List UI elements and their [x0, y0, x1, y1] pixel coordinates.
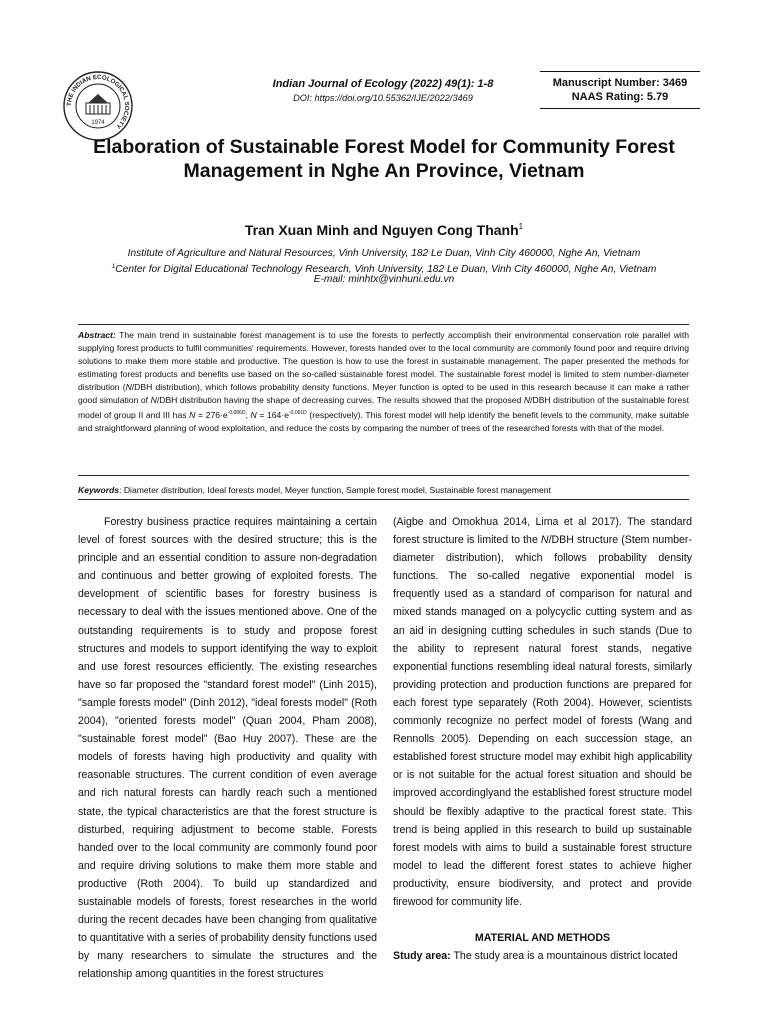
abstract-text: = 164·e	[256, 410, 289, 420]
body-right-column	[393, 513, 692, 965]
doi-link[interactable]: DOI: https://doi.org/10.55362/IJE/2022/3469	[293, 93, 473, 103]
abstract-exponent: -0.086D	[227, 410, 246, 416]
abstract-var: N	[250, 410, 257, 420]
abstract-var: N	[150, 395, 157, 405]
body-left-column	[78, 513, 377, 983]
journal-logo	[62, 70, 134, 142]
abstract-text: The main trend in sustainable forest management is to use the forests to perfectly accomplish their environmental conservation role parallel with supplying forest products to fulfil communities' requirements. However, forests handed over to the local community are commonly found poor and require driving solutions to make them more stable and productive. The question is how to use the forest in sustainable management. The paper presented the methods for estimating forest products and benefits use based on the so-called sustainable forest model. The sustainable forest model is limited to stem number-diameter distribution (	[78, 330, 689, 392]
abstract-bottom-rule	[78, 475, 689, 476]
author-superscript: 1	[518, 222, 524, 231]
body-text: (Aigbe and Omokhua 2014, Lima et al 2017). The standard forest structure is limited to the	[393, 516, 692, 547]
logo-ring-text: THE INDIAN ECOLOGICAL SOCIETY	[65, 73, 131, 130]
society-seal-icon	[62, 70, 134, 142]
abstract-text: /DBH distribution), which follows probability density functions. Meyer function is opted to be used in this research because it can make a rather good simulation of	[78, 382, 689, 405]
abstract-var: N	[523, 395, 531, 405]
keywords-bottom-rule	[78, 499, 689, 500]
manuscript-number: Manuscript Number: 3469	[552, 77, 688, 89]
body-var: N	[540, 534, 549, 547]
authors-text: Tran Xuan Minh and Nguyen Cong Thanh	[244, 222, 519, 238]
abstract-text: /DBH distribution having the shape of decreasing curves. The results showed that the proposed	[156, 395, 524, 405]
affiliation-1: Institute of Agriculture and Natural Resources, Vinh University, 182 Le Duan, Vinh City 460000, Nghe An, Vietnam	[127, 248, 641, 259]
section-heading-methods: MATERIAL AND METHODS	[474, 932, 611, 945]
intro-paragraph-continued	[393, 513, 692, 911]
author-list	[64, 222, 704, 238]
keywords	[78, 484, 689, 496]
study-area-text: The study area is a mountainous district located	[450, 950, 678, 963]
manuscript-info-box	[540, 71, 700, 109]
keywords-label: Keywords	[78, 485, 120, 495]
logo-year: 1974	[91, 120, 105, 126]
study-area-label: Study area:	[393, 950, 451, 963]
abstract-text: = 276·e	[195, 410, 228, 420]
affiliation-2-text: Center for Digital Educational Technology Research, Vinh University, 182 Le Duan, Vinh City 460000, Nghe An, Vietnam	[115, 264, 657, 275]
affiliation-2-sup: 1	[111, 263, 116, 270]
abstract-text: ;	[245, 410, 251, 420]
title-line-1: Elaboration of Sustainable Forest Model for Community Forest	[93, 136, 675, 158]
naas-rating: NAAS Rating: 5.79	[571, 91, 669, 103]
abstract-text: (respectively). This forest model will help identify the benefit levels to the community, make suitable and straightforward planning of wood exploitation, and reduce the costs by comparing the number of trees of the researched forests with that of the model.	[78, 410, 689, 433]
abstract-label: Abstract:	[78, 330, 116, 340]
abstract-var: N	[125, 382, 132, 392]
author-email[interactable]: E-mail: minhtx@vinhuni.edu.vn	[313, 274, 455, 285]
journal-citation: Indian Journal of Ecology (2022) 49(1): 1-8	[272, 78, 494, 90]
abstract-var: N	[189, 410, 196, 420]
paper-title	[64, 135, 704, 183]
abstract-exponent: -0.061D	[288, 410, 307, 416]
abstract-text: /DBH distribution of the sustainable forest model of group II and III has	[78, 395, 689, 420]
intro-paragraph: Forestry business practice requires maintaining a certain level of forest sources with the desired structure; this is the principle and an essential condition to assure non-degradation and continuous and better growing of exploited forests. The development of scientific bases for forestry business is necessary to deal with the issues mentioned above. One of the outstanding requirements is to study and propose forest structures and models to support identifying the way to exploit and use forest resources efficiently. The existing researches have so far proposed the "standard forest model" (Linh 2015), "sample forests model" (Dinh 2012), "ideal forests model" (Roth 2004), "oriented forests model" (Quan 2004, Pham 2008), "sustainable forest model" (Bao Huy 2007). These are the models of forests having high productivity and quality with reasonable structures. The current condition of even average and rich natural forests can hardly reach such a mentioned state, the typical characteristics are that the forest structure is disturbed, requiring adjustment to become stable. Forests handed over to the local community are commonly found poor and require driving solutions to make them more stable and productive (Roth 2004). To build up standardized and sustainable models of forests, forest researches in the world during the recent decades have been changing from qualitative to quantitative with a series of probability density functions used by many researchers to simulate the structures and the relationship among quantities in the forest structures	[78, 516, 377, 981]
study-area-paragraph	[393, 947, 692, 965]
body-text: /DBH structure (Stem number-diameter distribution), which follows probability density functions. The so-called negative exponential model is frequently used as a standard of comparison for natural and mixed stands managed on a polycyclic cutting system and as an aid in designing cutting schedules in such stands (Due to the ability to represent natural forest stands, negative exponential functions resembling ideal natural forests, similarly providing protection and production functions are prepared for each forest type separately (Roth 2004). However, scientists commonly recognize no perfect model of forests (Wang and Rennolls 2005). Depending on each succession stage, an established forest structure model may exhibit high applicability or is not suitable for the actual forest situation and should be improved accordinglyand the established forest structure model should be flexibly adaptive to the practical forest state. This trend is being applied in this research to build up sustainable forest models with aims to build a sustainable forest structure model to lead the different forest states to achieve higher productivity, ensure biodiversity, and protect and provide firewood for community life.	[393, 534, 692, 908]
abstract	[78, 329, 689, 435]
abstract-top-rule	[78, 324, 689, 325]
title-line-2: Management in Nghe An Province, Vietnam	[183, 160, 585, 182]
keywords-text: : Diameter distribution, Ideal forests model, Meyer function, Sample forest model, Sustainable forest management	[119, 485, 551, 495]
